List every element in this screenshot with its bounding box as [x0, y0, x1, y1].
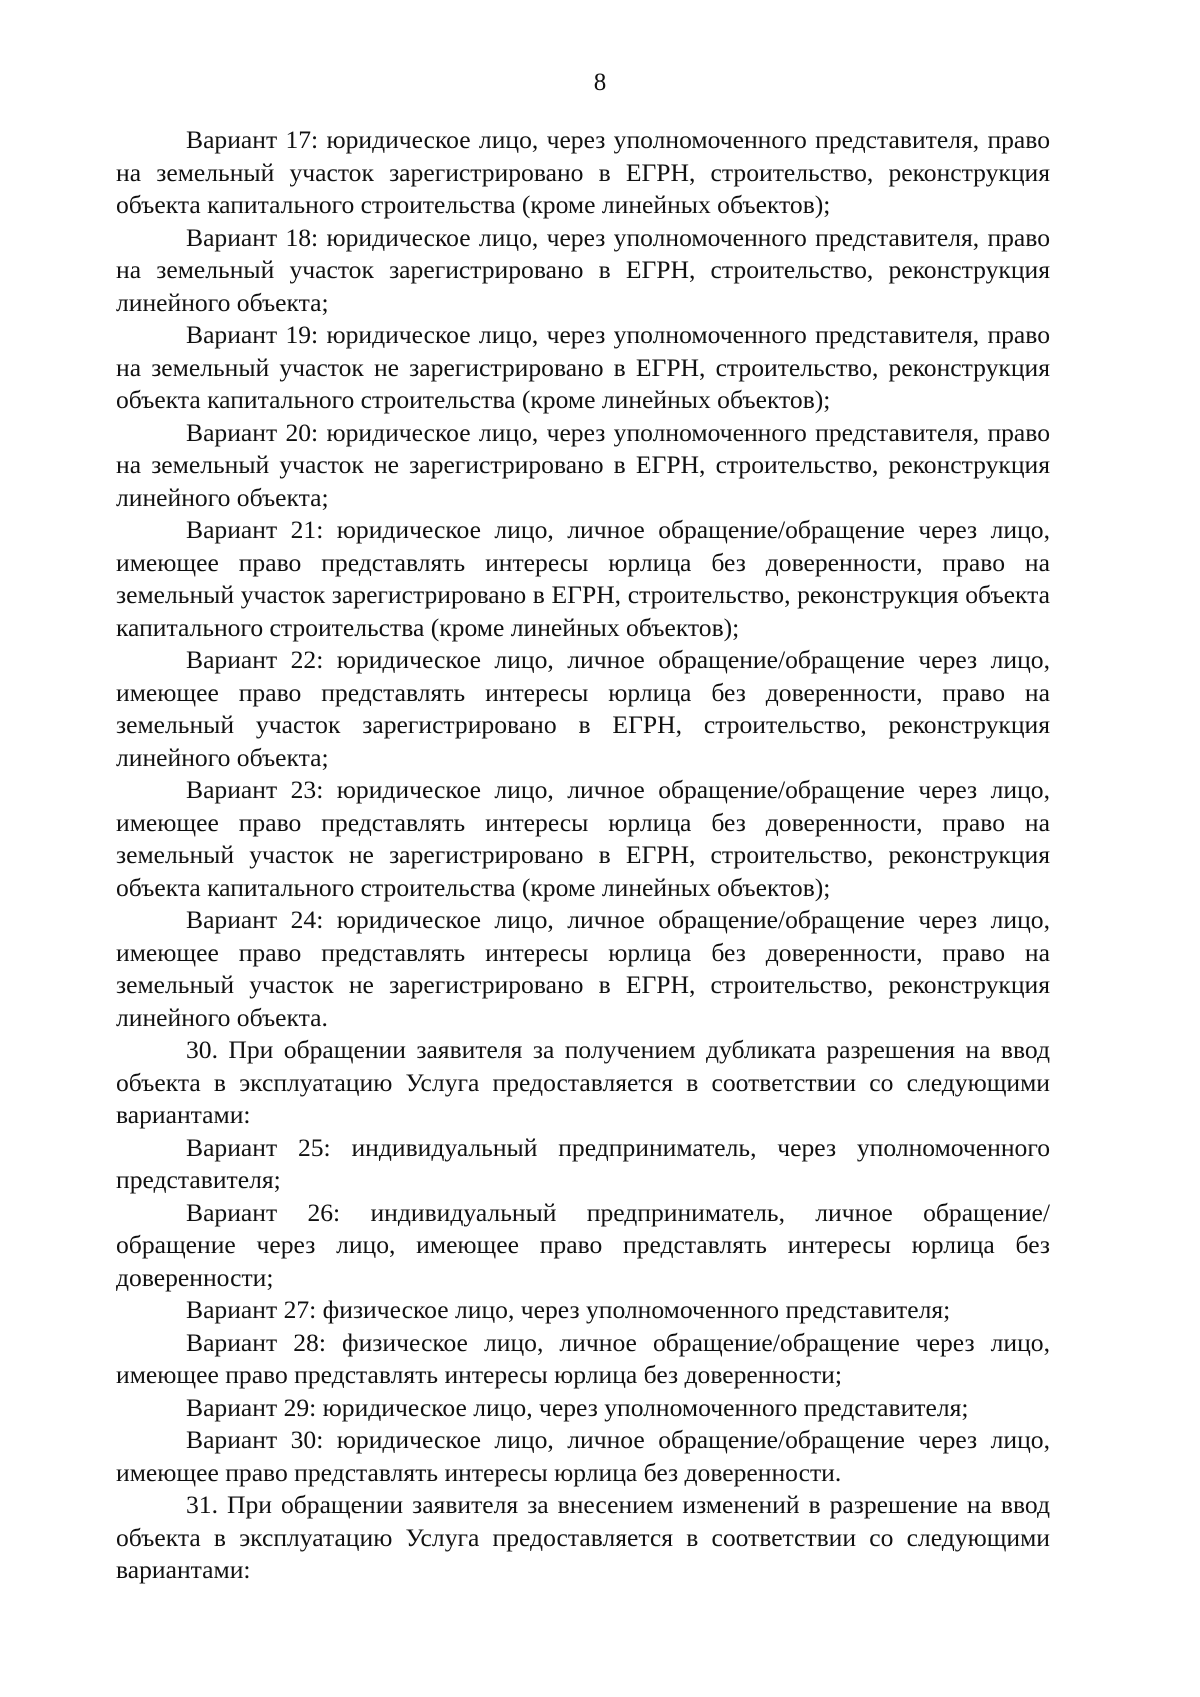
paragraph-variant-29: Вариант 29: юридическое лицо, через уполномоченного представителя; — [186, 1392, 969, 1422]
paragraph-variant-26: Вариант 26: индивидуальный предприниматель, личное обращение/обращение через лицо, имеющее право представлять интересы юрлица без доверенности; — [116, 1197, 1050, 1292]
document-body — [116, 124, 1050, 1587]
paragraph-variant-18: Вариант 18: юридическое лицо, через уполномоченного представителя, право на земельный участок зарегистрировано в ЕГРН, строительство, реконструкция линейного объекта; — [116, 222, 1050, 317]
paragraph-variant-17: Вариант 17: юридическое лицо, через уполномоченного представителя, право на земельный участок зарегистрировано в ЕГРН, строительство, реконструкция объекта капитального строительства (кроме линейных объектов); — [116, 125, 1050, 219]
paragraph-variant-24: Вариант 24: юридическое лицо, личное обращение/обращение через лицо, имеющее право представлять интересы юрлица без доверенности, право на земельный участок не зарегистрировано в ЕГРН, строительство, реконструкция линейного объекта. — [116, 905, 1050, 1032]
paragraph-variant-20: Вариант 20: юридическое лицо, через уполномоченного представителя, право на земельный участок не зарегистрировано в ЕГРН, строительство, реконструкция линейного объекта; — [116, 417, 1050, 512]
paragraph-variant-23: Вариант 23: юридическое лицо, личное обращение/обращение через лицо, имеющее право представлять интересы юрлица без доверенности, право на земельный участок не зарегистрировано в ЕГРН, строительство, реконструкция объекта капитального строительства (кроме линейных объектов); — [116, 775, 1050, 902]
paragraph-variant-27: Вариант 27: физическое лицо, через уполномоченного представителя; — [186, 1295, 951, 1324]
paragraph-variant-22: Вариант 22: юридическое лицо, личное обращение/обращение через лицо, имеющее право представлять интересы юрлица без доверенности, право на земельный участок зарегистрировано в ЕГРН, строительство, реконструкция линейного объекта; — [116, 645, 1050, 772]
paragraph-variant-19: Вариант 19: юридическое лицо, через уполномоченного представителя, право на земельный участок не зарегистрировано в ЕГРН, строительство, реконструкция объекта капитального строительства (кроме линейных объектов); — [116, 320, 1050, 414]
page-number: 8 — [593, 69, 607, 96]
paragraph-clause-31: 31. При обращении заявителя за внесением изменений в разрешение на ввод объекта в эксплуатацию Услуга предоставляется в соответствии со следующими вариантами: — [116, 1490, 1050, 1584]
paragraph-variant-21: Вариант 21: юридическое лицо, личное обращение/обращение через лицо, имеющее право представлять интересы юрлица без доверенности, право на земельный участок зарегистрировано в ЕГРН, строительство, реконструкция объекта капитального строительства (кроме линейных объектов); — [116, 515, 1050, 642]
paragraph-variant-30: Вариант 30: юридическое лицо, личное обращение/обращение через лицо, имеющее право представлять интересы юрлица без доверенности. — [116, 1425, 1050, 1487]
paragraph-variant-25: Вариант 25: индивидуальный предприниматель, через уполномоченного представителя; — [116, 1132, 1050, 1194]
paragraph-variant-28: Вариант 28: физическое лицо, личное обращение/обращение через лицо, имеющее право представлять интересы юрлица без доверенности; — [116, 1327, 1050, 1389]
paragraph-clause-30: 30. При обращении заявителя за получением дубликата разрешения на ввод объекта в эксплуатацию Услуга предоставляется в соответствии со следующими вариантами: — [116, 1035, 1050, 1129]
